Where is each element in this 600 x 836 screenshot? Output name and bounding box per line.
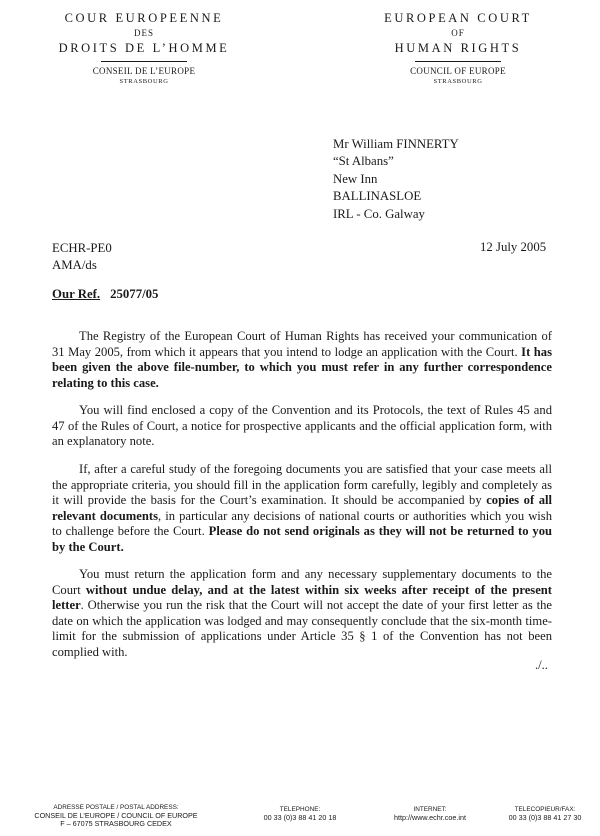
paragraph-text: You must return the application form and any necessary supplementary documents to the Court: [52, 567, 552, 597]
footer-label: INTERNET:: [413, 806, 447, 813]
paragraph-registry-received: [52, 329, 552, 391]
paragraph-text: The Registry of the European Court of Human Rights has received your communication of 31 May 2005, from which it appears that you intend to lodge an application with the Court.: [52, 329, 552, 359]
paragraph-text: If, after a careful study of the foregoing documents you are satisfied that your case meets all the appropriate criteria, you should fill in the application form carefully, legibly and completely as it will provide the basis for the Court’s examination. It should be accompanied by: [52, 462, 552, 508]
paragraph-deadline: [52, 567, 552, 661]
paragraph-text: . Otherwise you run the risk that the Court will not accept the date of your first letter as the date on which the application was lodged and may consequently conclude that the six-month time-limit for the submission of applications under Article 35 § 1 of the Convention has not been complied with.: [52, 598, 552, 659]
paragraph-text: , in particular any decisions of national courts or authorities which you wish to challenge before the Court.: [52, 508, 552, 539]
paragraph-emphasis: copies of all relevant documents: [52, 493, 552, 523]
paragraph-enclosures: [52, 403, 552, 450]
footer-label: ADRESSE POSTALE / POSTAL ADDRESS:: [53, 804, 179, 811]
city-en: STRASBOURG: [433, 78, 483, 85]
paragraph-emphasis: without undue delay, and at the latest within six weeks after receipt of the present letter: [52, 582, 552, 613]
continuation-mark: ./..: [535, 658, 548, 672]
paragraph-emphasis: It has been given the above file-number, to which you must refer in any further correspondence relating to this case.: [52, 344, 552, 390]
court-name-en-line1: EUROPEAN COURT: [384, 11, 532, 25]
our-reference-label: Our Ref.: [52, 287, 101, 301]
footer-internet: [380, 806, 480, 822]
footer-postal-address: [16, 804, 216, 829]
paragraph-application-form: [52, 462, 552, 556]
footer-value: 00 33 (0)3 88 41 27 30: [508, 812, 582, 822]
recipient-line: BALLINASLOE: [333, 189, 422, 204]
court-name-fr-line1: COUR EUROPEENNE: [64, 11, 224, 25]
recipient-line: Mr William FINNERTY: [333, 137, 459, 151]
paragraph-emphasis: Please do not send originals as they will not be returned to you by the Court.: [52, 524, 552, 554]
court-name-en-line3: HUMAN RIGHTS: [394, 41, 522, 55]
letterhead-divider: [415, 61, 501, 62]
footer-value: F – 67075 STRASBOURG CEDEX: [60, 819, 172, 829]
letterhead-french: [30, 9, 258, 87]
recipient-line: “St Albans”: [333, 154, 394, 169]
letter-date: 12 July 2005: [480, 240, 547, 254]
reference-initials: AMA/ds: [52, 258, 97, 273]
court-name-en-line2: OF: [451, 28, 465, 38]
footer-fax: [490, 806, 600, 822]
footer-value: 00 33 (0)3 88 41 20 18: [263, 812, 337, 822]
footer-value: http://www.echr.coe.int: [394, 812, 466, 822]
letterhead-divider: [101, 61, 187, 62]
reference-code: ECHR-PE0: [52, 241, 112, 255]
council-name-fr: CONSEIL DE L’EUROPE: [92, 66, 196, 76]
recipient-line: IRL - Co. Galway: [333, 206, 425, 221]
council-name-en: COUNCIL OF EUROPE: [410, 66, 506, 76]
footer-telephone: [250, 806, 350, 822]
recipient-address: [333, 136, 459, 223]
reference-codes: [52, 240, 112, 275]
paragraph-text: You will find enclosed a copy of the Convention and its Protocols, the text of Rules 45 and 47 of the Rules of Court, a notice for prospective applicants and the official application form, with an explanatory note.: [52, 403, 552, 449]
court-name-fr-line3: DROITS DE L’HOMME: [58, 41, 230, 55]
city-fr: STRASBOURG: [119, 78, 169, 85]
footer-label: TELEPHONE:: [279, 806, 321, 813]
footer-value: CONSEIL DE L’EUROPE / COUNCIL OF EUROPE: [34, 810, 198, 820]
footer-label: TELECOPIEUR/FAX:: [514, 806, 576, 813]
letterhead-english: [344, 9, 572, 87]
court-name-fr-line2: DES: [133, 28, 154, 38]
recipient-line: New Inn: [333, 171, 378, 186]
our-reference: [52, 287, 158, 302]
our-reference-number: 25077/05: [110, 287, 159, 301]
